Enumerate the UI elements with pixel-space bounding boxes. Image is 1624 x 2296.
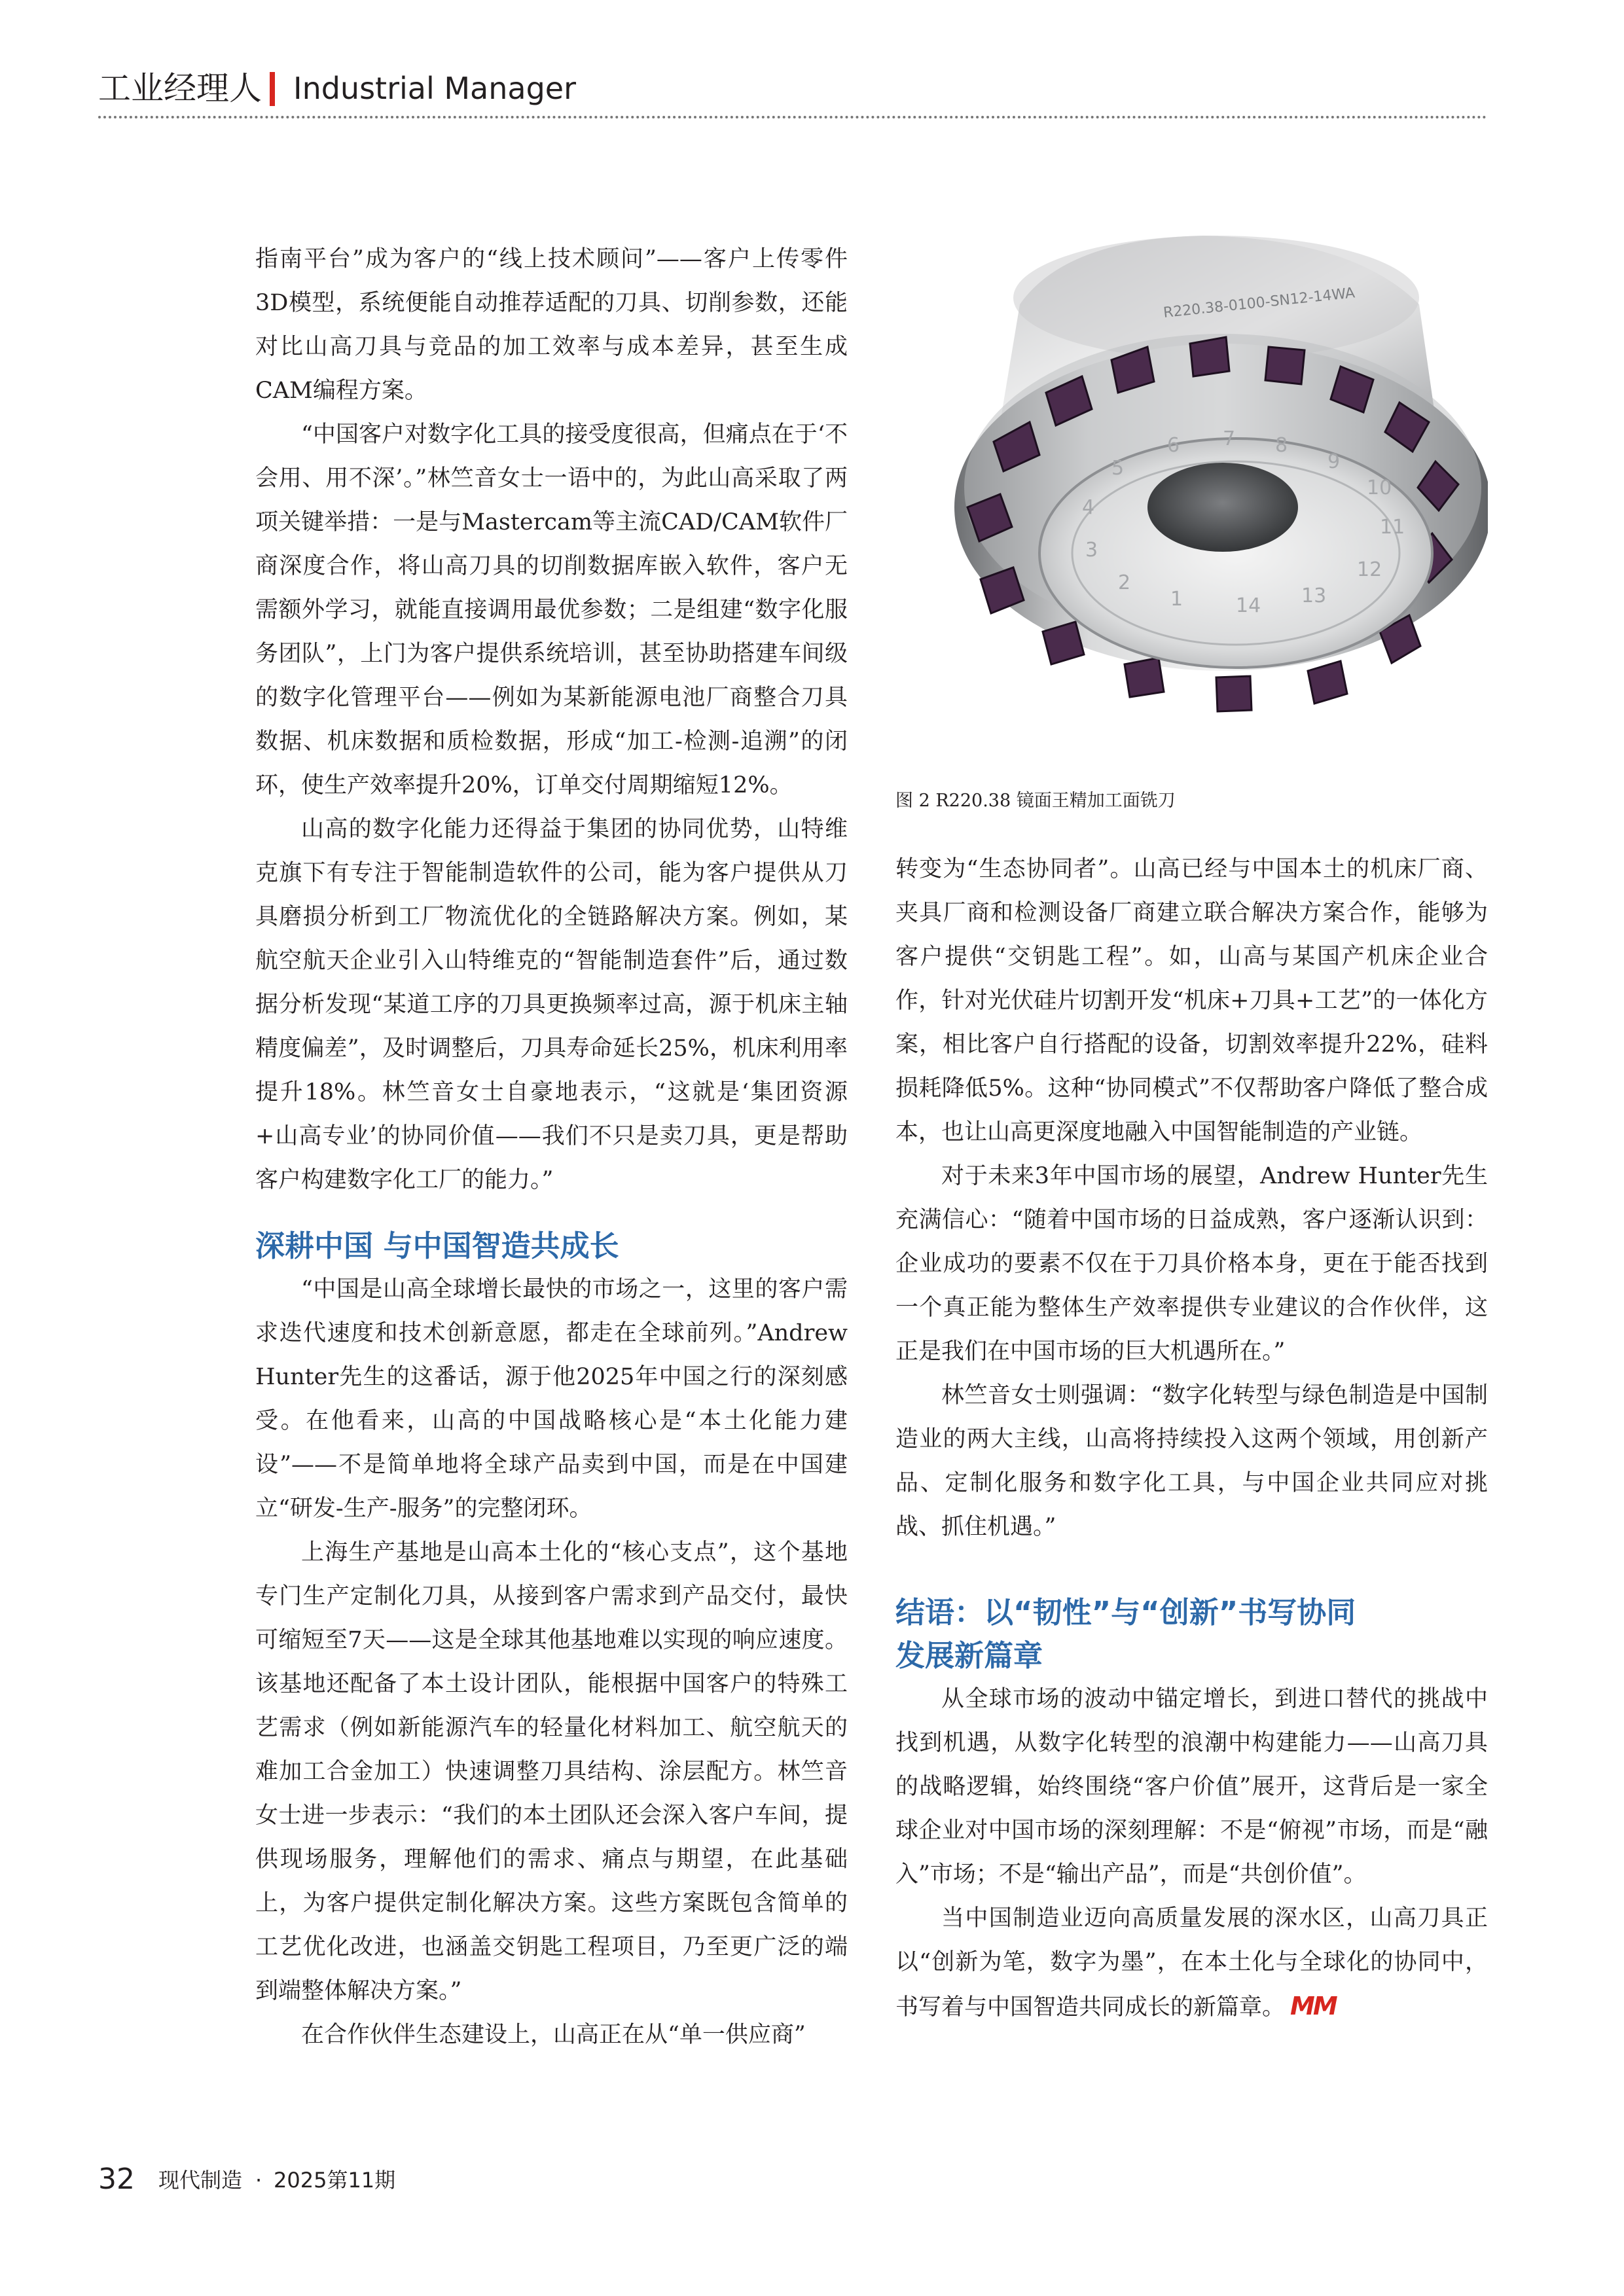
paragraph: “中国是山高全球增长最快的市场之一，这里的客户需求迭代速度和技术创新意愿，都走在全球前列。”Andrew Hunter先生的这番话，源于他2025年中国之行的深刻感受。在他看来，山高的中国战略核心是“本土化能力建设”——不是简单地将全球产品卖到中国，而是在中国建立“研发-生产-服务”的完整闭环。 [255, 1276, 848, 1522]
svg-text:10: 10 [1367, 476, 1392, 499]
paragraph: 从全球市场的波动中锚定增长，到进口替代的挑战中找到机遇，从数字化转型的浪潮中构建能力——山高刀具的战略逻辑，始终围绕“客户价值”展开，这背后是一家全球企业对中国市场的深刻理解：不是“俯视”市场，而是“融入”市场；不是“输出产品”，而是“共创价值”。 [895, 1686, 1488, 1888]
page-number: 32 [98, 2162, 135, 2196]
issue-label: 2025第11期 [274, 2168, 396, 2193]
svg-text:7: 7 [1223, 427, 1236, 450]
paragraph: 指南平台”成为客户的“线上技术顾问”——客户上传零件3D模型，系统便能自动推荐适配的刀具、切削参数，还能对比山高刀具与竞品的加工效率与成本差异，甚至生成CAM编程方案。 [255, 246, 848, 404]
right-column [895, 848, 1488, 2030]
svg-text:1: 1 [1170, 588, 1183, 611]
milling-cutter-illustration [895, 226, 1488, 762]
section-heading: 深耕中国 与中国智造共成长 [255, 1229, 619, 1263]
magazine-name: 现代制造 [158, 2168, 243, 2193]
section-title-en: Industrial Manager [293, 71, 576, 106]
closing-text: 当中国制造业迈向高质量发展的深水区，山高刀具正以“创新为笔，数字为墨”，在本土化与全球化的协同中，书写着与中国智造共同成长的新篇章。 [895, 1905, 1488, 2020]
svg-text:14: 14 [1236, 594, 1261, 617]
paragraph [895, 1897, 1488, 2030]
left-column [255, 238, 848, 2057]
figure-caption: 图 2 R220.38 镜面王精加工面铣刀 [895, 791, 1176, 811]
paragraph: 转变为“生态协同者”。山高已经与中国本土的机床厂商、夹具厂商和检测设备厂商建立联合解决方案合作，能够为客户提供“交钥匙工程”。如，山高与某国产机床企业合作，针对光伏硅片切割开发“机床+刀具+工艺”的一体化方案，相比客户自行搭配的设备，切割效率提升22%，硅料损耗降低5%。这种“协同模式”不仅帮助客户降低了整合成本，也让山高更深度地融入中国智能制造的产业链。 [895, 856, 1488, 1145]
section-title-cn: 工业经理人 [98, 69, 262, 107]
svg-text:3: 3 [1085, 539, 1098, 562]
svg-text:5: 5 [1111, 457, 1125, 480]
svg-text:9: 9 [1327, 450, 1341, 473]
svg-text:12: 12 [1357, 558, 1382, 581]
footer-separator: · [255, 2168, 262, 2193]
svg-text:11: 11 [1380, 516, 1405, 539]
milling-cutter-photo [895, 226, 1488, 762]
svg-text:4: 4 [1082, 496, 1095, 519]
svg-text:2: 2 [1118, 571, 1131, 594]
header-dotted-rule [98, 116, 1487, 118]
paragraph: 在合作伙伴生态建设上，山高正在从“单一供应商” [301, 2022, 806, 2048]
paragraph: “中国客户对数字化工具的接受度很高，但痛点在于‘不会用、用不深’。”林竺音女士一语中的，为此山高采取了两项关键举措：一是与Mastercam等主流CAD/CAM软件厂商深度合作，将山高刀具的切削数据库嵌入软件，客户无需额外学习，就能直接调用最优参数；二是组建“数字化服务团队”，上门为客户提供系统培训，甚至协助搭建车间级的数字化管理平台——例如为某新能源电池厂商整合刀具数据、机床数据和质检数据，形成“加工-检测-追溯”的闭环，使生产效率提升20%，订单交付周期缩短12%。 [255, 422, 848, 798]
paragraph: 山高的数字化能力还得益于集团的协同优势，山特维克旗下有专注于智能制造软件的公司，能为客户提供从刀具磨损分析到工厂物流优化的全链路解决方案。例如，某航空航天企业引入山特维克的“智能制造套件”后，通过数据分析发现“某道工序的刀具更换频率过高，源于机床主轴精度偏差”，及时调整后，刀具寿命延长25%，机床利用率提升18%。林竺音女士自豪地表示，“这就是‘集团资源+山高专业’的协同价值——我们不只是卖刀具，更是帮助客户构建数字化工厂的能力。” [255, 816, 848, 1193]
section-heading [895, 1591, 1488, 1677]
end-mark-logo: MM [1290, 1992, 1336, 2020]
center-bore [1147, 463, 1298, 552]
svg-text:6: 6 [1167, 434, 1180, 457]
svg-text:8: 8 [1275, 434, 1288, 457]
heading-line-2: 发展新篇章 [895, 1638, 1043, 1673]
header-divider-bar [270, 72, 275, 106]
tool-marking-text: R220.38-0100-SN12-14WA [1163, 285, 1356, 321]
heading-line-1: 结语：以“韧性”与“创新”书写协同 [895, 1595, 1356, 1630]
svg-text:13: 13 [1301, 584, 1327, 607]
paragraph: 对于未来3年中国市场的展望，Andrew Hunter先生充满信心：“随着中国市场的日益成熟，客户逐渐认识到：企业成功的要素不仅在于刀具价格本身，更在于能否找到一个真正能为整体生产效率提供专业建议的合作伙伴，这正是我们在中国市场的巨大机遇所在。” [895, 1163, 1488, 1365]
running-header [98, 65, 1486, 111]
paragraph: 林竺音女士则强调：“数字化转型与绿色制造是中国制造业的两大主线，山高将持续投入这两个领域，用创新产品、定制化服务和数字化工具，与中国企业共同应对挑战、抓住机遇。” [895, 1382, 1488, 1540]
paragraph: 上海生产基地是山高本土化的“核心支点”，这个基地专门生产定制化刀具，从接到客户需求到产品交付，最快可缩短至7天——这是全球其他基地难以实现的响应速度。该基地还配备了本土设计团队，能根据中国客户的特殊工艺需求（例如新能源汽车的轻量化材料加工、航空航天的难加工合金加工）快速调整刀具结构、涂层配方。林竺音女士进一步表示：“我们的本土团队还会深入客户车间，提供现场服务，理解他们的需求、痛点与期望，在此基础上，为客户提供定制化解决方案。这些方案既包含简单的工艺优化改进，也涵盖交钥匙工程项目，乃至更广泛的端到端整体解决方案。” [255, 1539, 848, 2004]
